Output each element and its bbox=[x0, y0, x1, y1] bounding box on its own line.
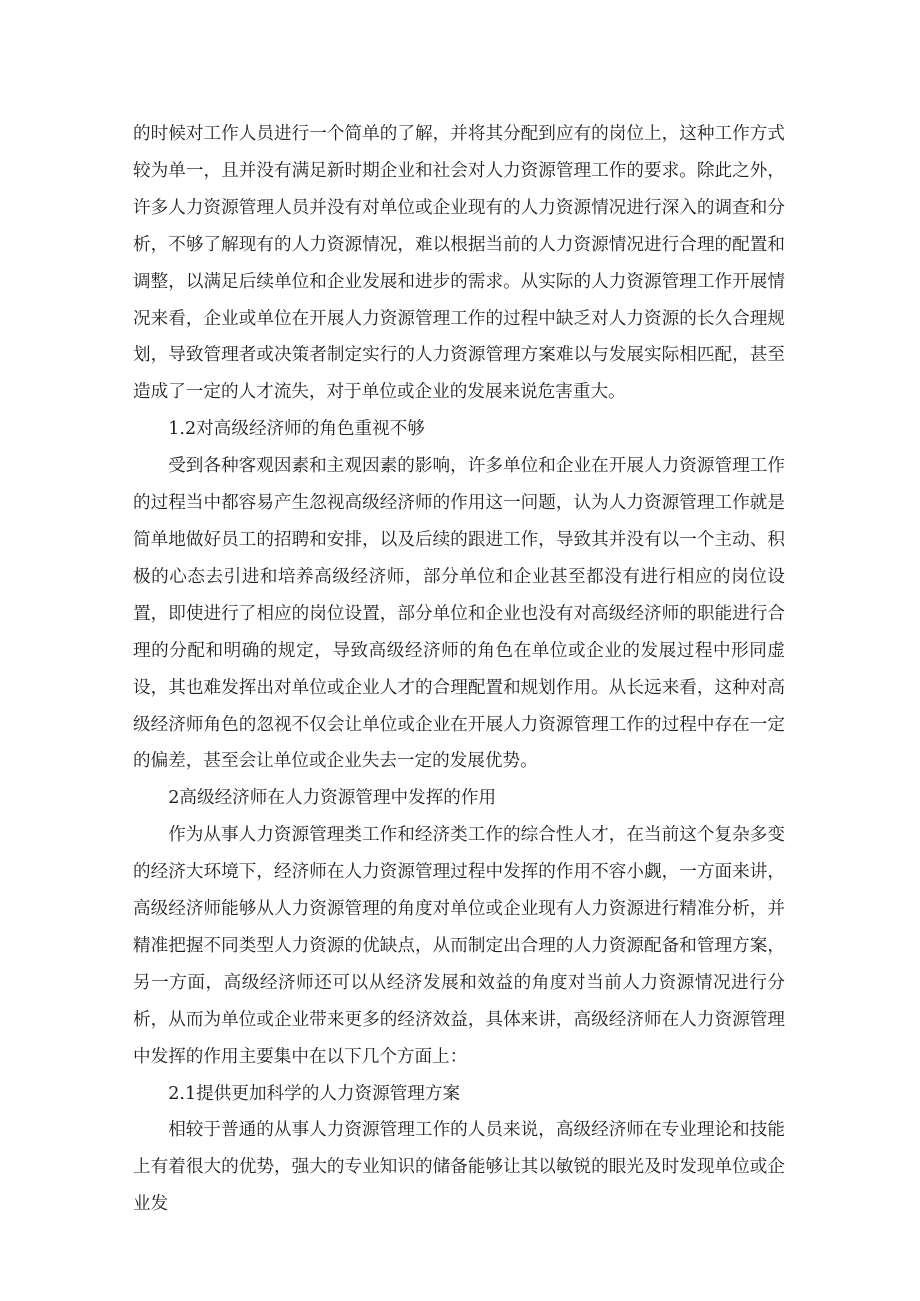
paragraph-scientific-plan: 相较于普通的从事人力资源管理工作的人员来说，高级经济师在专业理论和技能上有着很大的优势，强大的专业知识的储备能够让其以敏锐的眼光及时发现单位或企业发 bbox=[133, 1120, 785, 1215]
paragraph-economist-role: 作为从事人力资源管理类工作和经济类工作的综合性人才，在当前这个复杂多变的经济大环境下，经济师在人力资源管理过程中发挥的作用不容小觑，一方面来讲，高级经济师能够从人力资源管理的角度对单位或企业现有人力资源进行精准分析，并精准把握不同类型人力资源的优缺点，从而制定出合理的人力资源配备和管理方案，另一方面，高级经济师还可以从经济发展和效益的角度对当前人力资源情况进行分析，从而为单位或企业带来更多的经济效益，具体来讲，高级经济师在人力资源管理中发挥的作用主要集中在以下几个方面上： bbox=[133, 825, 785, 1067]
paragraph-continuation: 的时候对工作人员进行一个简单的了解，并将其分配到应有的岗位上，这种工作方式较为单一，且并没有满足新时期企业和社会对人力资源管理工作的要求。除此之外，许多人力资源管理人员并没有对单位或企业现有的人力资源情况进行深入的调查和分析，不够了解现有的人力资源情况，难以根据当前的人力资源情况进行合理的配置和调整，以满足后续单位和企业发展和进步的需求。从实际的人力资源管理工作开展情况来看，企业或单位在开展人力资源管理工作的过程中缺乏对人力资源的长久合理规划，导致管理者或决策者制定实行的人力资源管理方案难以与发展实际相匹配，甚至造成了一定的人才流失，对于单位或企业的发展来说危害重大。 bbox=[133, 124, 785, 403]
section-heading-2-1: 2.1提供更加科学的人力资源管理方案 bbox=[168, 1083, 461, 1104]
document-body bbox=[133, 116, 785, 1223]
section-heading-2: 2高级经济师在人力资源管理中发挥的作用 bbox=[168, 788, 497, 809]
paragraph-role-neglect: 受到各种客观因素和主观因素的影响，许多单位和企业在开展人力资源管理工作的过程当中都容易产生忽视高级经济师的作用这一问题，认为人力资源管理工作就是简单地做好员工的招聘和安排，以及后续的跟进工作，导致其并没有以一个主动、积极的心态去引进和培养高级经济师，部分单位和企业甚至都没有进行相应的岗位设置，即使进行了相应的岗位设置，部分单位和企业也没有对高级经济师的职能进行合理的分配和明确的规定，导致高级经济师的角色在单位或企业的发展过程中形同虚设，其也难发挥出对单位或企业人才的合理配置和规划作用。从长远来看，这种对高级经济师角色的忽视不仅会让单位或企业在开展人力资源管理工作的过程中存在一定的偏差，甚至会让单位或企业失去一定的发展优势。 bbox=[133, 456, 785, 772]
section-heading-1-2: 1.2对高级经济师的角色重视不够 bbox=[168, 419, 425, 440]
